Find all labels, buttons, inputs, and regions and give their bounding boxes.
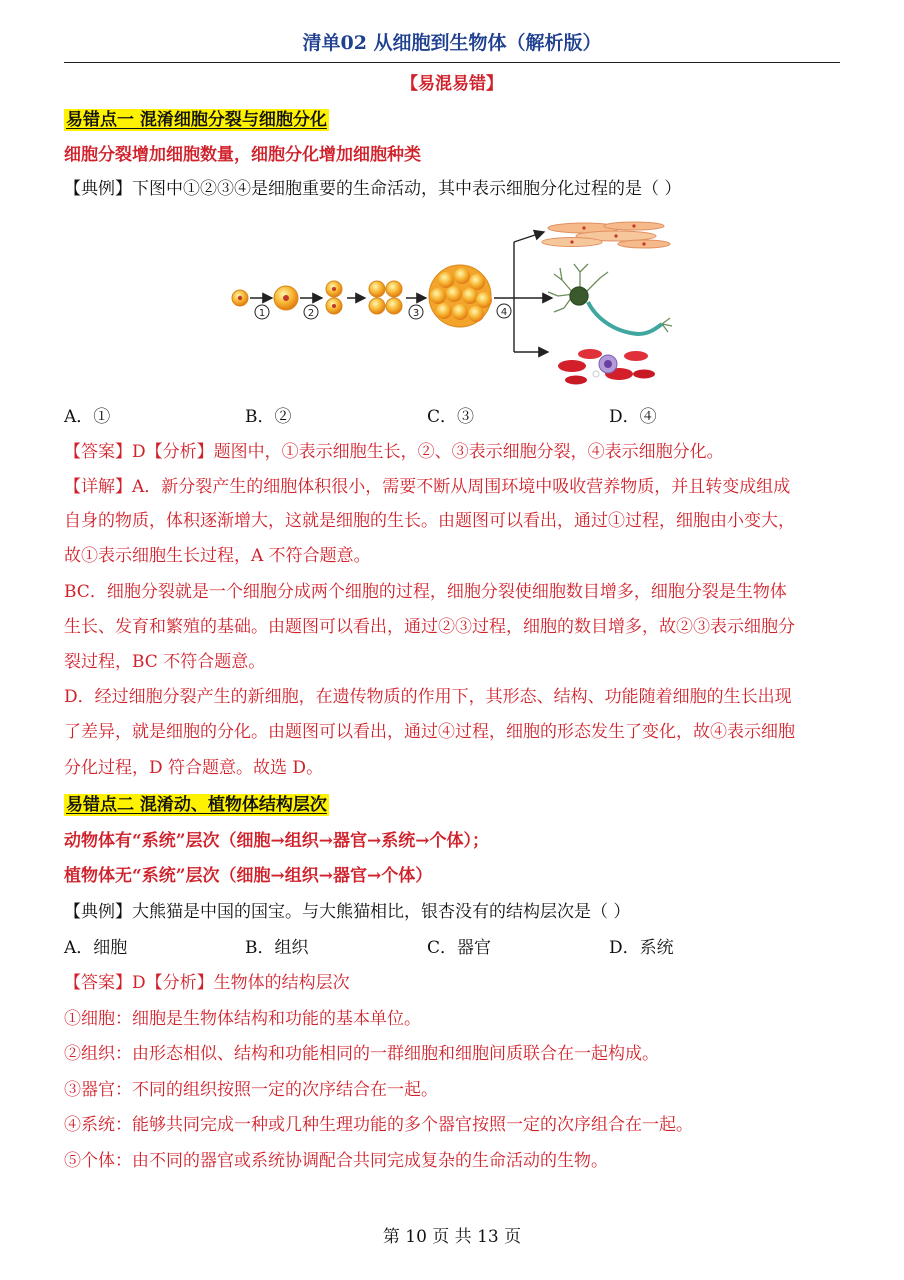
point2-item: ③器官：不同的组织按照一定的次序结合在一起。 bbox=[64, 1080, 438, 1100]
point2-rule-animal: 动物体有“系统”层次（细胞→组织→器官→系统→个体）； bbox=[64, 831, 490, 851]
neuron bbox=[548, 264, 672, 334]
cell-activity-figure bbox=[224, 214, 680, 392]
point1-question: 【典例】下图中①②③④是细胞重要的生命活动，其中表示细胞分化过程的是（ ） bbox=[64, 179, 682, 199]
point2-heading: 易错点二 混淆动、植物体结构层次 bbox=[66, 795, 327, 815]
branch-arrows bbox=[514, 232, 552, 352]
point2-question: 【典例】大熊猫是中国的国宝。与大熊猫相比，银杏没有的结构层次是（ ） bbox=[64, 902, 631, 922]
step-label-3 bbox=[409, 305, 423, 319]
two-cells bbox=[326, 281, 342, 314]
step-label-1 bbox=[255, 305, 269, 319]
grown-cell bbox=[274, 286, 298, 310]
point1-detail-line: BC．细胞分裂就是一个细胞分成两个细胞的过程，细胞分裂使细胞数目增多，细胞分裂是生物体 bbox=[64, 582, 787, 602]
point1-detail-line: 故①表示细胞生长过程，A 不符合题意。 bbox=[64, 546, 371, 566]
point1-detail-line: 分化过程，D 符合题意。故选 D。 bbox=[64, 758, 324, 778]
point1-detail-line: D．经过细胞分裂产生的新细胞，在遗传物质的作用下，其形态、结构、功能随着细胞的生长出现 bbox=[64, 687, 792, 707]
point1-detail-line: 了差异，就是细胞的分化。由题图可以看出，通过④过程，细胞的形态发生了变化，故④表示细胞 bbox=[64, 722, 795, 742]
svg-text:3: 3 bbox=[412, 308, 420, 319]
svg-text:4: 4 bbox=[500, 307, 508, 318]
blood-cells bbox=[558, 349, 655, 385]
point2-option-d: D．系统 bbox=[609, 938, 674, 958]
point2-item: ④系统：能够共同完成一种或几种生理功能的多个器官按照一定的次序组合在一起。 bbox=[64, 1115, 693, 1135]
cell-cluster bbox=[429, 265, 492, 327]
point2-rule-plant: 植物体无“系统”层次（细胞→组织→器官→个体） bbox=[64, 866, 433, 886]
point1-option-d: D．④ bbox=[609, 407, 657, 427]
point2-item: ①细胞：细胞是生物体结构和功能的基本单位。 bbox=[64, 1009, 421, 1029]
point1-heading: 易错点一 混淆细胞分裂与细胞分化 bbox=[66, 110, 327, 130]
small-cell bbox=[232, 290, 248, 306]
muscle-cells bbox=[542, 222, 670, 248]
step-label-4 bbox=[497, 304, 511, 318]
point2-option-a: A．细胞 bbox=[64, 938, 128, 958]
page-number: 第 10 页 共 13 页 bbox=[382, 1227, 522, 1247]
point1-rule: 细胞分裂增加细胞数量，细胞分化增加细胞种类 bbox=[64, 145, 421, 165]
point2-answer: 【答案】D【分析】生物体的结构层次 bbox=[64, 973, 350, 993]
point1-option-b: B．② bbox=[245, 407, 292, 427]
point2-item: ⑤个体：由不同的器官或系统协调配合共同完成复杂的生命活动的生物。 bbox=[64, 1151, 608, 1171]
section-title: 【易混易错】 bbox=[401, 74, 503, 94]
page-title: 清单02 从细胞到生物体（解析版） bbox=[302, 32, 602, 54]
step-label-2 bbox=[304, 305, 318, 319]
point1-detail-line: 自身的物质，体积逐渐增大，这就是细胞的生长。由题图可以看出，通过①过程，细胞由小变大， bbox=[64, 511, 795, 531]
point1-detail-line: 【详解】A．新分裂产生的细胞体积很小，需要不断从周围环境中吸收营养物质，并且转变成组成 bbox=[64, 477, 791, 497]
point1-option-a: A．① bbox=[64, 407, 111, 427]
point1-detail-line: 裂过程，BC 不符合题意。 bbox=[64, 652, 266, 672]
svg-text:1: 1 bbox=[258, 308, 266, 319]
point2-heading-row bbox=[64, 793, 844, 817]
header-divider bbox=[64, 62, 840, 63]
point2-option-c: C．器官 bbox=[427, 938, 492, 958]
point1-option-c: C．③ bbox=[427, 407, 475, 427]
point1-detail-line: 生长、发育和繁殖的基础。由题图可以看出，通过②③过程，细胞的数目增多，故②③表示细胞分 bbox=[64, 617, 795, 637]
four-cells bbox=[369, 281, 402, 314]
svg-text:2: 2 bbox=[307, 308, 315, 319]
point2-option-b: B．组织 bbox=[245, 938, 309, 958]
point1-answer: 【答案】D【分析】题图中，①表示细胞生长，②、③表示细胞分裂，④表示细胞分化。 bbox=[64, 442, 724, 462]
point1-heading-row bbox=[64, 108, 844, 132]
point2-item: ②组织：由形态相似、结构和功能相同的一群细胞和细胞间质联合在一起构成。 bbox=[64, 1044, 659, 1064]
